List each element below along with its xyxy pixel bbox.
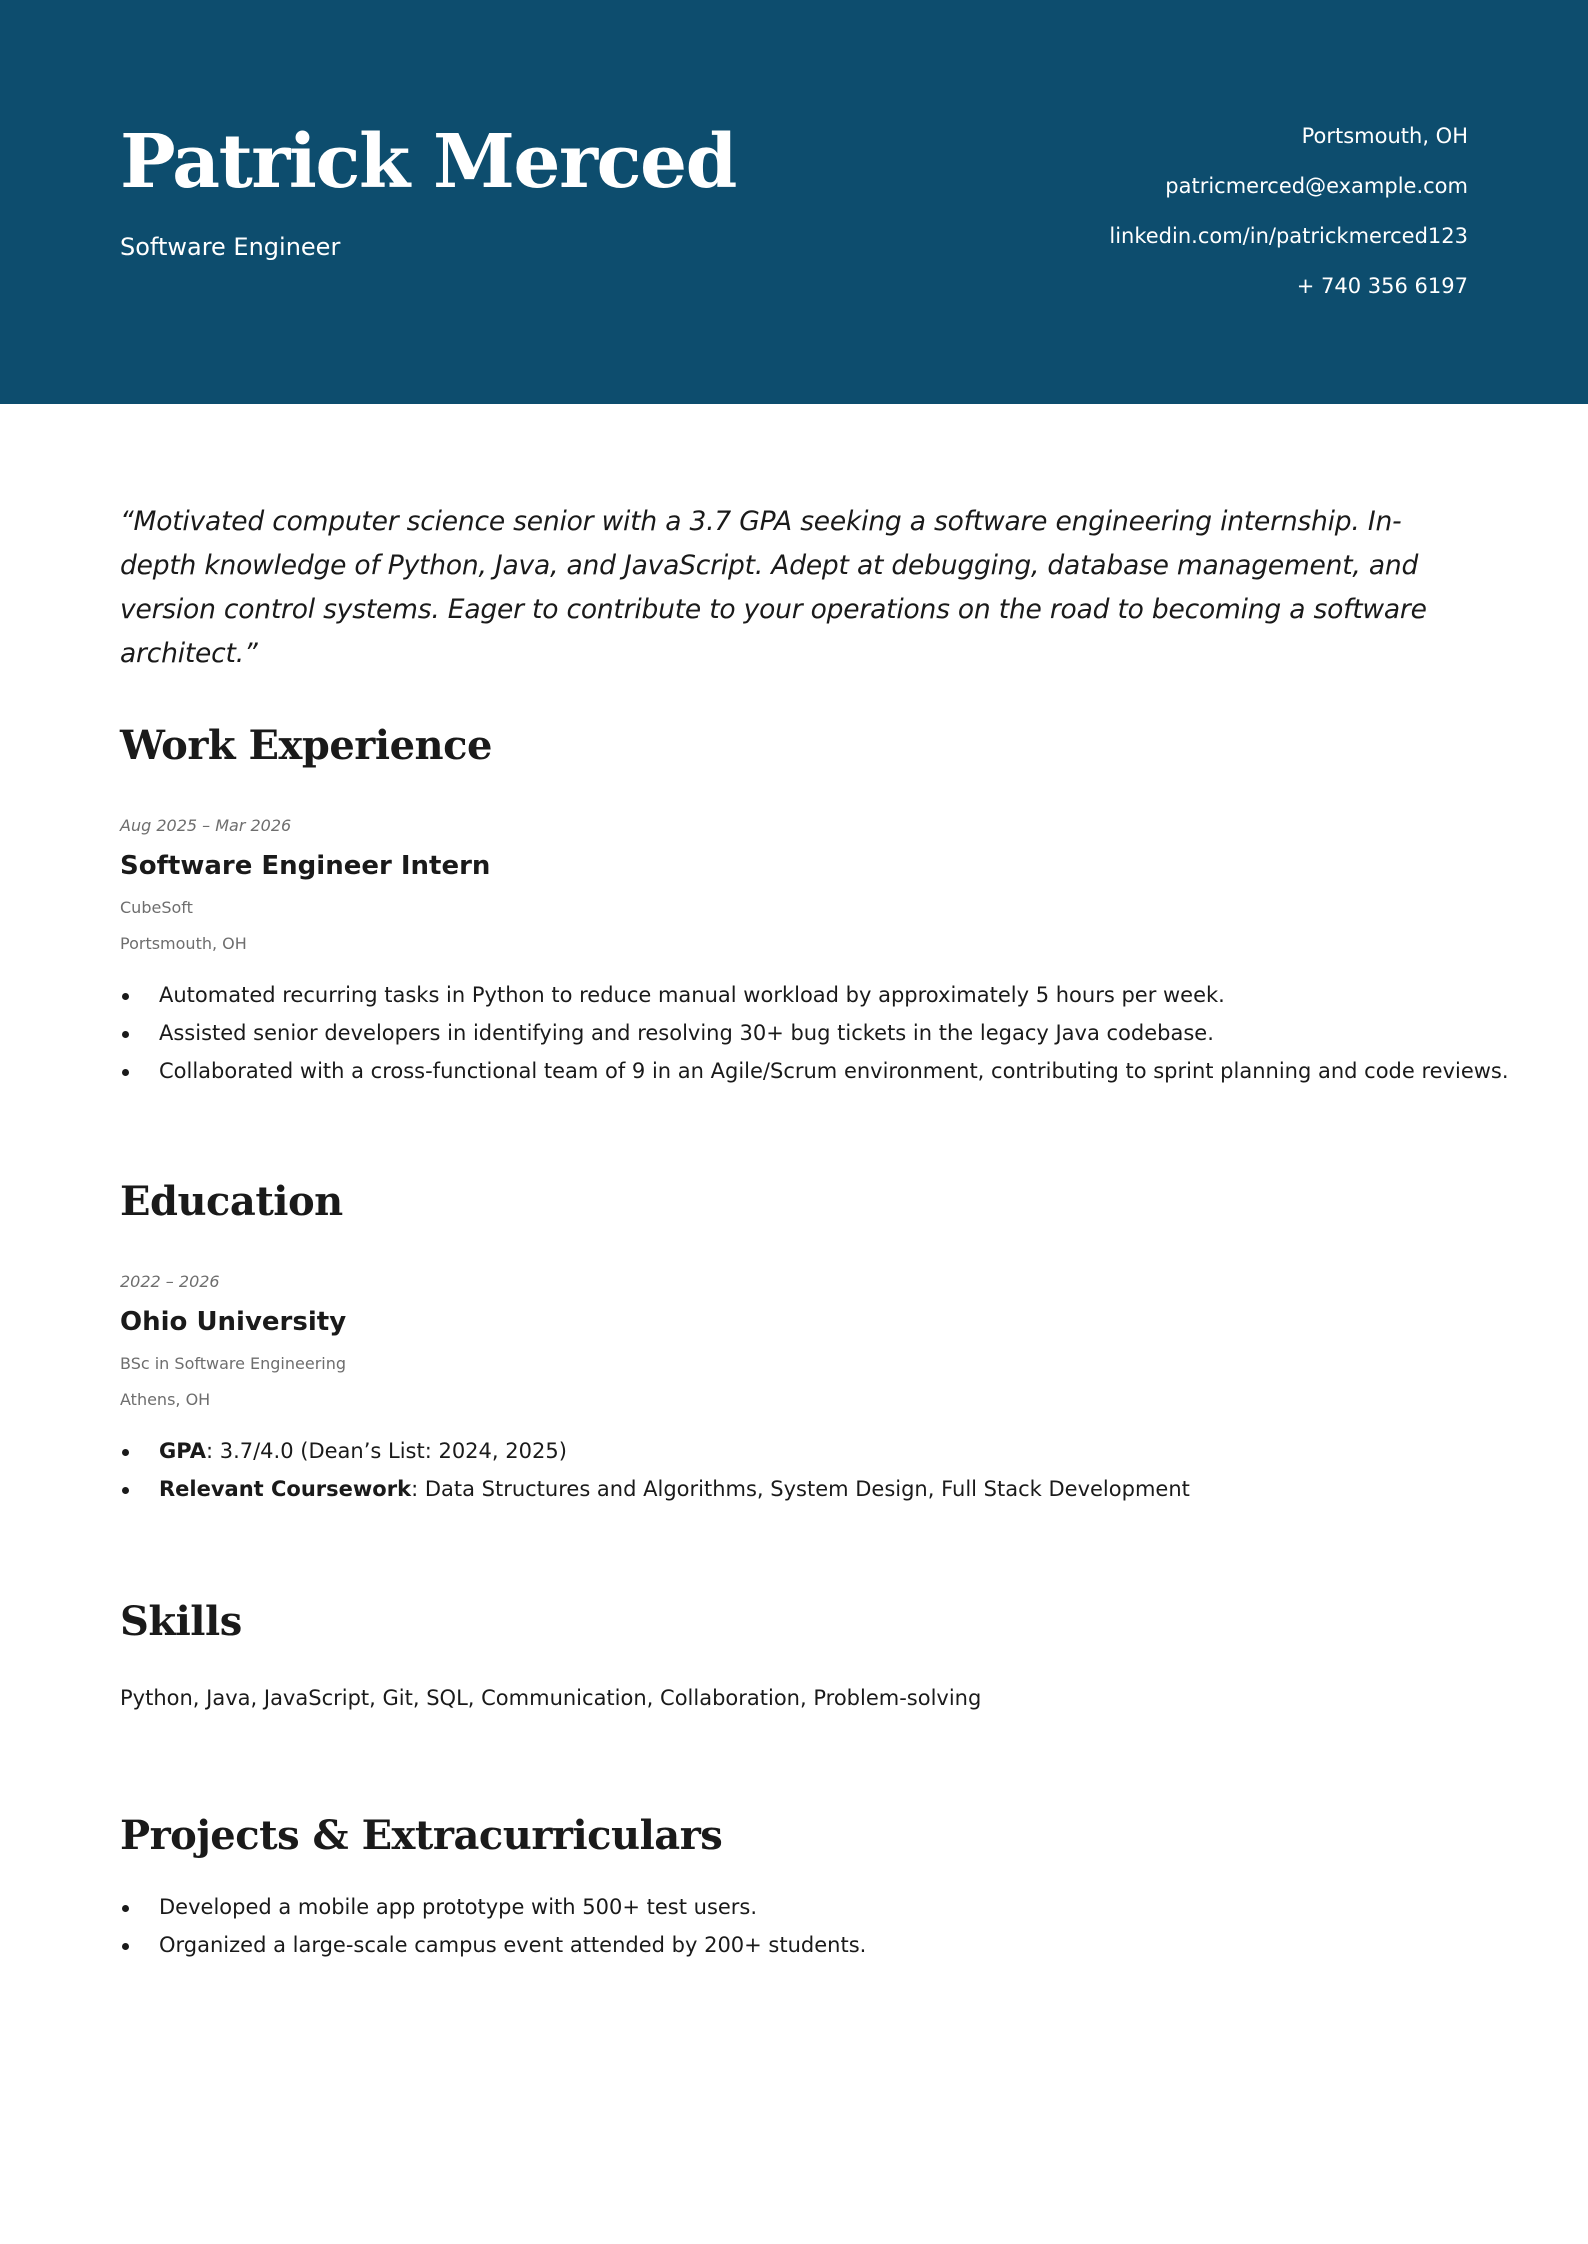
education-entry-dates: 2022 – 2026 — [120, 1272, 220, 1291]
skill-item: , Communication — [468, 1686, 647, 1710]
education-entry-degree: BSc in Software Engineering — [120, 1354, 347, 1373]
education-entry-school: Ohio University — [120, 1307, 347, 1337]
skill-item: , Java — [193, 1686, 251, 1710]
contact-info — [1109, 118, 1468, 318]
skill-item: , JavaScript — [251, 1686, 370, 1710]
candidate-role: Software Engineer — [120, 233, 341, 261]
skill-item: , Collaboration — [647, 1686, 800, 1710]
skills-section — [120, 1594, 1468, 1716]
contact-phone[interactable]: + 740 356 6197 — [1296, 274, 1468, 298]
work-experience-section — [120, 718, 1509, 1090]
work-entry-bullets — [120, 976, 1509, 1090]
education-entry-bullets — [120, 1432, 1468, 1508]
skill-item: Python — [120, 1686, 193, 1710]
list-item: Automated recurring tasks in Python to reduce manual workload by approximately 5 hours per week. — [120, 976, 1468, 1014]
bullet-label-gpa: GPA — [159, 1439, 206, 1463]
section-heading-work: Work Experience — [120, 722, 492, 769]
work-entry-dates: Aug 2025 – Mar 2026 — [120, 816, 292, 835]
bullet-text-coursework: : Data Structures and Algorithms, System Design, Full Stack Development — [411, 1477, 1190, 1501]
bullet-label-coursework: Relevant Coursework — [159, 1477, 412, 1501]
list-item: Collaborated with a cross-functional team of 9 in an Agile/Scrum environment, contributing to sprint planning and code reviews. — [120, 1052, 1468, 1090]
work-entry-location: Portsmouth, OH — [120, 934, 247, 953]
education-entry — [120, 1270, 1468, 1508]
candidate-name: Patrick Merced — [120, 119, 736, 205]
resume-header — [0, 0, 1588, 404]
skill-item: , SQL — [413, 1686, 468, 1710]
skill-item: , Problem-solving — [800, 1686, 981, 1710]
work-entry-company: CubeSoft — [120, 898, 193, 917]
section-heading-projects: Projects & Extracurriculars — [120, 1812, 723, 1859]
list-item: Developed a mobile app prototype with 500+ test users. — [120, 1888, 1468, 1926]
contact-linkedin[interactable]: linkedin.com/in/patrickmerced123 — [1109, 224, 1468, 248]
contact-email[interactable]: patricmerced@example.com — [1165, 174, 1468, 198]
section-heading-skills: Skills — [120, 1598, 242, 1645]
bullet-text-gpa: : 3.7/4.0 (Dean’s List: 2024, 2025) — [205, 1439, 567, 1463]
section-heading-education: Education — [120, 1178, 343, 1225]
projects-bullets — [120, 1888, 1468, 1964]
work-entry-title: Software Engineer Intern — [120, 851, 491, 881]
professional-summary: “Motivated computer science senior with a 3.7 GPA seeking a software engineering internship. In-depth knowledge of Python, Java, and JavaScript. Adept at debugging, database management, and version control systems. Eager to contribute to your operations on the road to becoming a software architect.” — [120, 506, 1427, 669]
education-section — [120, 1174, 1468, 1508]
list-item: Assisted senior developers in identifying and resolving 30+ bug tickets in the legacy Java codebase. — [120, 1014, 1468, 1052]
skill-item: , Git — [369, 1686, 413, 1710]
list-item — [120, 1432, 1468, 1470]
projects-section — [120, 1808, 1468, 1964]
list-item: Organized a large-scale campus event attended by 200+ students. — [120, 1926, 1468, 1964]
contact-location: Portsmouth, OH — [1301, 124, 1468, 148]
list-item — [120, 1470, 1468, 1508]
skills-list — [120, 1680, 1468, 1716]
work-entry — [120, 814, 1509, 1090]
education-entry-location: Athens, OH — [120, 1390, 211, 1409]
